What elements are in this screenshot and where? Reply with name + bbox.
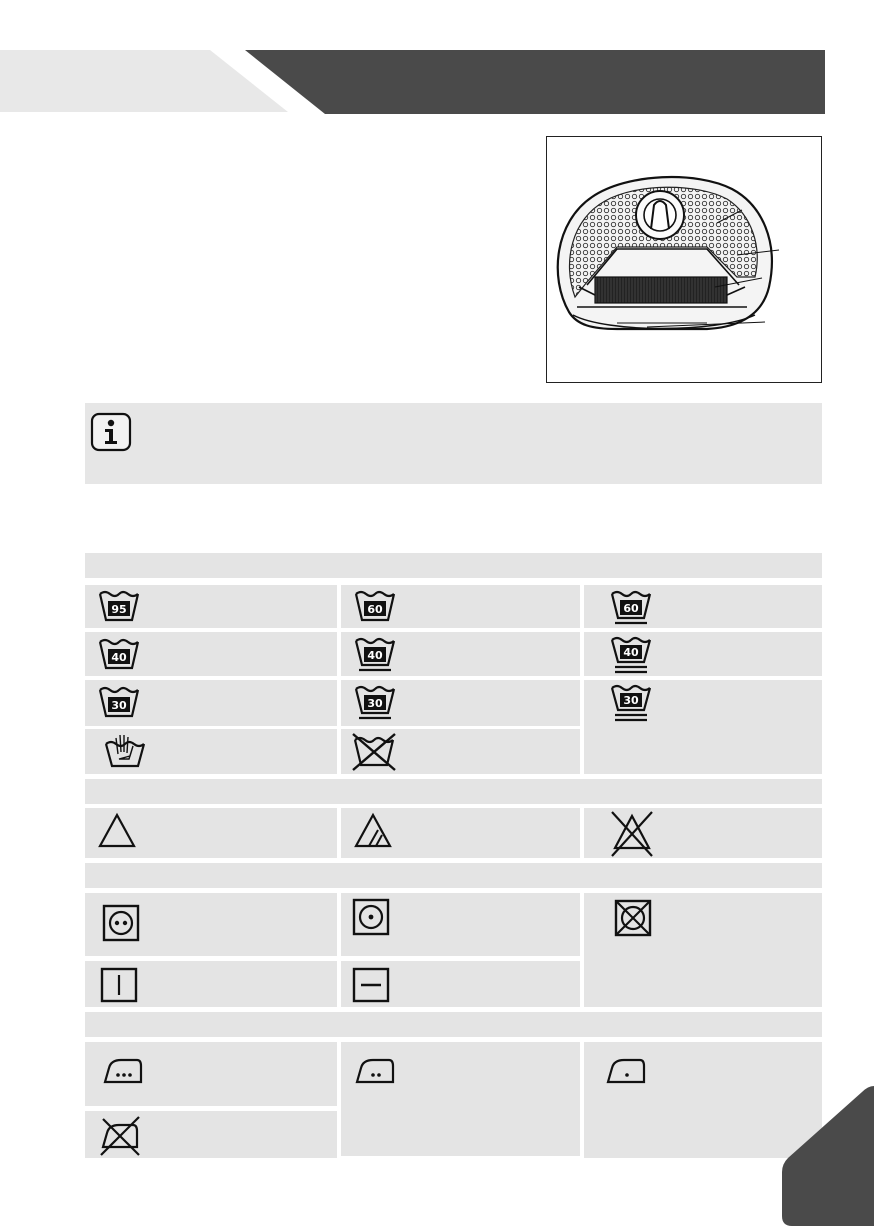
care-cell [584,632,822,676]
wash-40-gentle-icon [353,635,397,673]
care-cell [341,680,580,726]
section-header-drying [85,863,822,888]
section-header-bleaching [85,779,822,804]
care-cell [584,585,822,628]
page-corner-tab [782,1086,874,1226]
care-cell [341,808,580,858]
tumble-dry-low-icon [351,897,391,937]
line-dry-icon [99,966,139,1004]
care-cell [584,808,822,858]
care-cell [85,729,337,774]
do-not-iron-icon [97,1113,143,1157]
wash-temp-label: 30 [623,694,639,707]
care-cell [85,1111,337,1158]
dry-flat-icon [351,966,391,1004]
filter-illustration [547,137,823,384]
do-not-bleach-icon [606,810,658,858]
care-cell [85,1042,337,1106]
care-cell [85,961,337,1007]
care-cell [584,680,822,774]
wash-60-icon [353,588,397,624]
section-header-ironing [85,1012,822,1037]
wash-temp-label: 60 [367,603,383,616]
wash-30-icon [97,684,141,720]
info-icon [90,412,132,452]
care-cell [85,680,337,726]
header-tab-dark [245,50,825,114]
care-cell [85,808,337,858]
wash-40-very-gentle-icon [609,634,653,676]
care-cell [85,893,337,956]
wash-temp-label: 40 [111,651,127,664]
wash-temp-label: 30 [111,699,127,712]
iron-low-icon [604,1056,650,1086]
bleach-allowed-icon [97,812,137,850]
wash-temp-label: 60 [623,602,639,615]
hand-wash-icon [103,732,147,770]
wash-30-gentle-icon [353,683,397,721]
wash-temp-label: 40 [367,649,383,662]
care-cell [341,632,580,676]
care-cell [85,632,337,676]
wash-temp-label: 30 [367,697,383,710]
wash-temp-label: 95 [111,603,127,616]
care-cell [341,729,580,774]
care-cell [341,893,580,956]
info-note [85,403,822,484]
wash-30-very-gentle-icon [609,682,653,724]
care-cell [341,585,580,628]
care-cell [341,961,580,1007]
do-not-wash-icon [349,732,399,772]
wash-95-icon [97,588,141,624]
section-header-washing [85,553,822,578]
do-not-tumble-dry-icon [612,897,654,939]
tumble-dry-normal-icon [101,903,141,943]
wash-60-very-gentle-icon [609,588,653,626]
wash-temp-label: 40 [623,646,639,659]
filter-figure [546,136,822,383]
care-cell [341,1042,580,1156]
care-cell [85,585,337,628]
iron-high-icon [101,1056,147,1086]
wash-40-icon [97,636,141,672]
care-cell [584,893,822,1007]
iron-medium-icon [353,1056,399,1086]
non-chlorine-bleach-icon [353,812,393,850]
